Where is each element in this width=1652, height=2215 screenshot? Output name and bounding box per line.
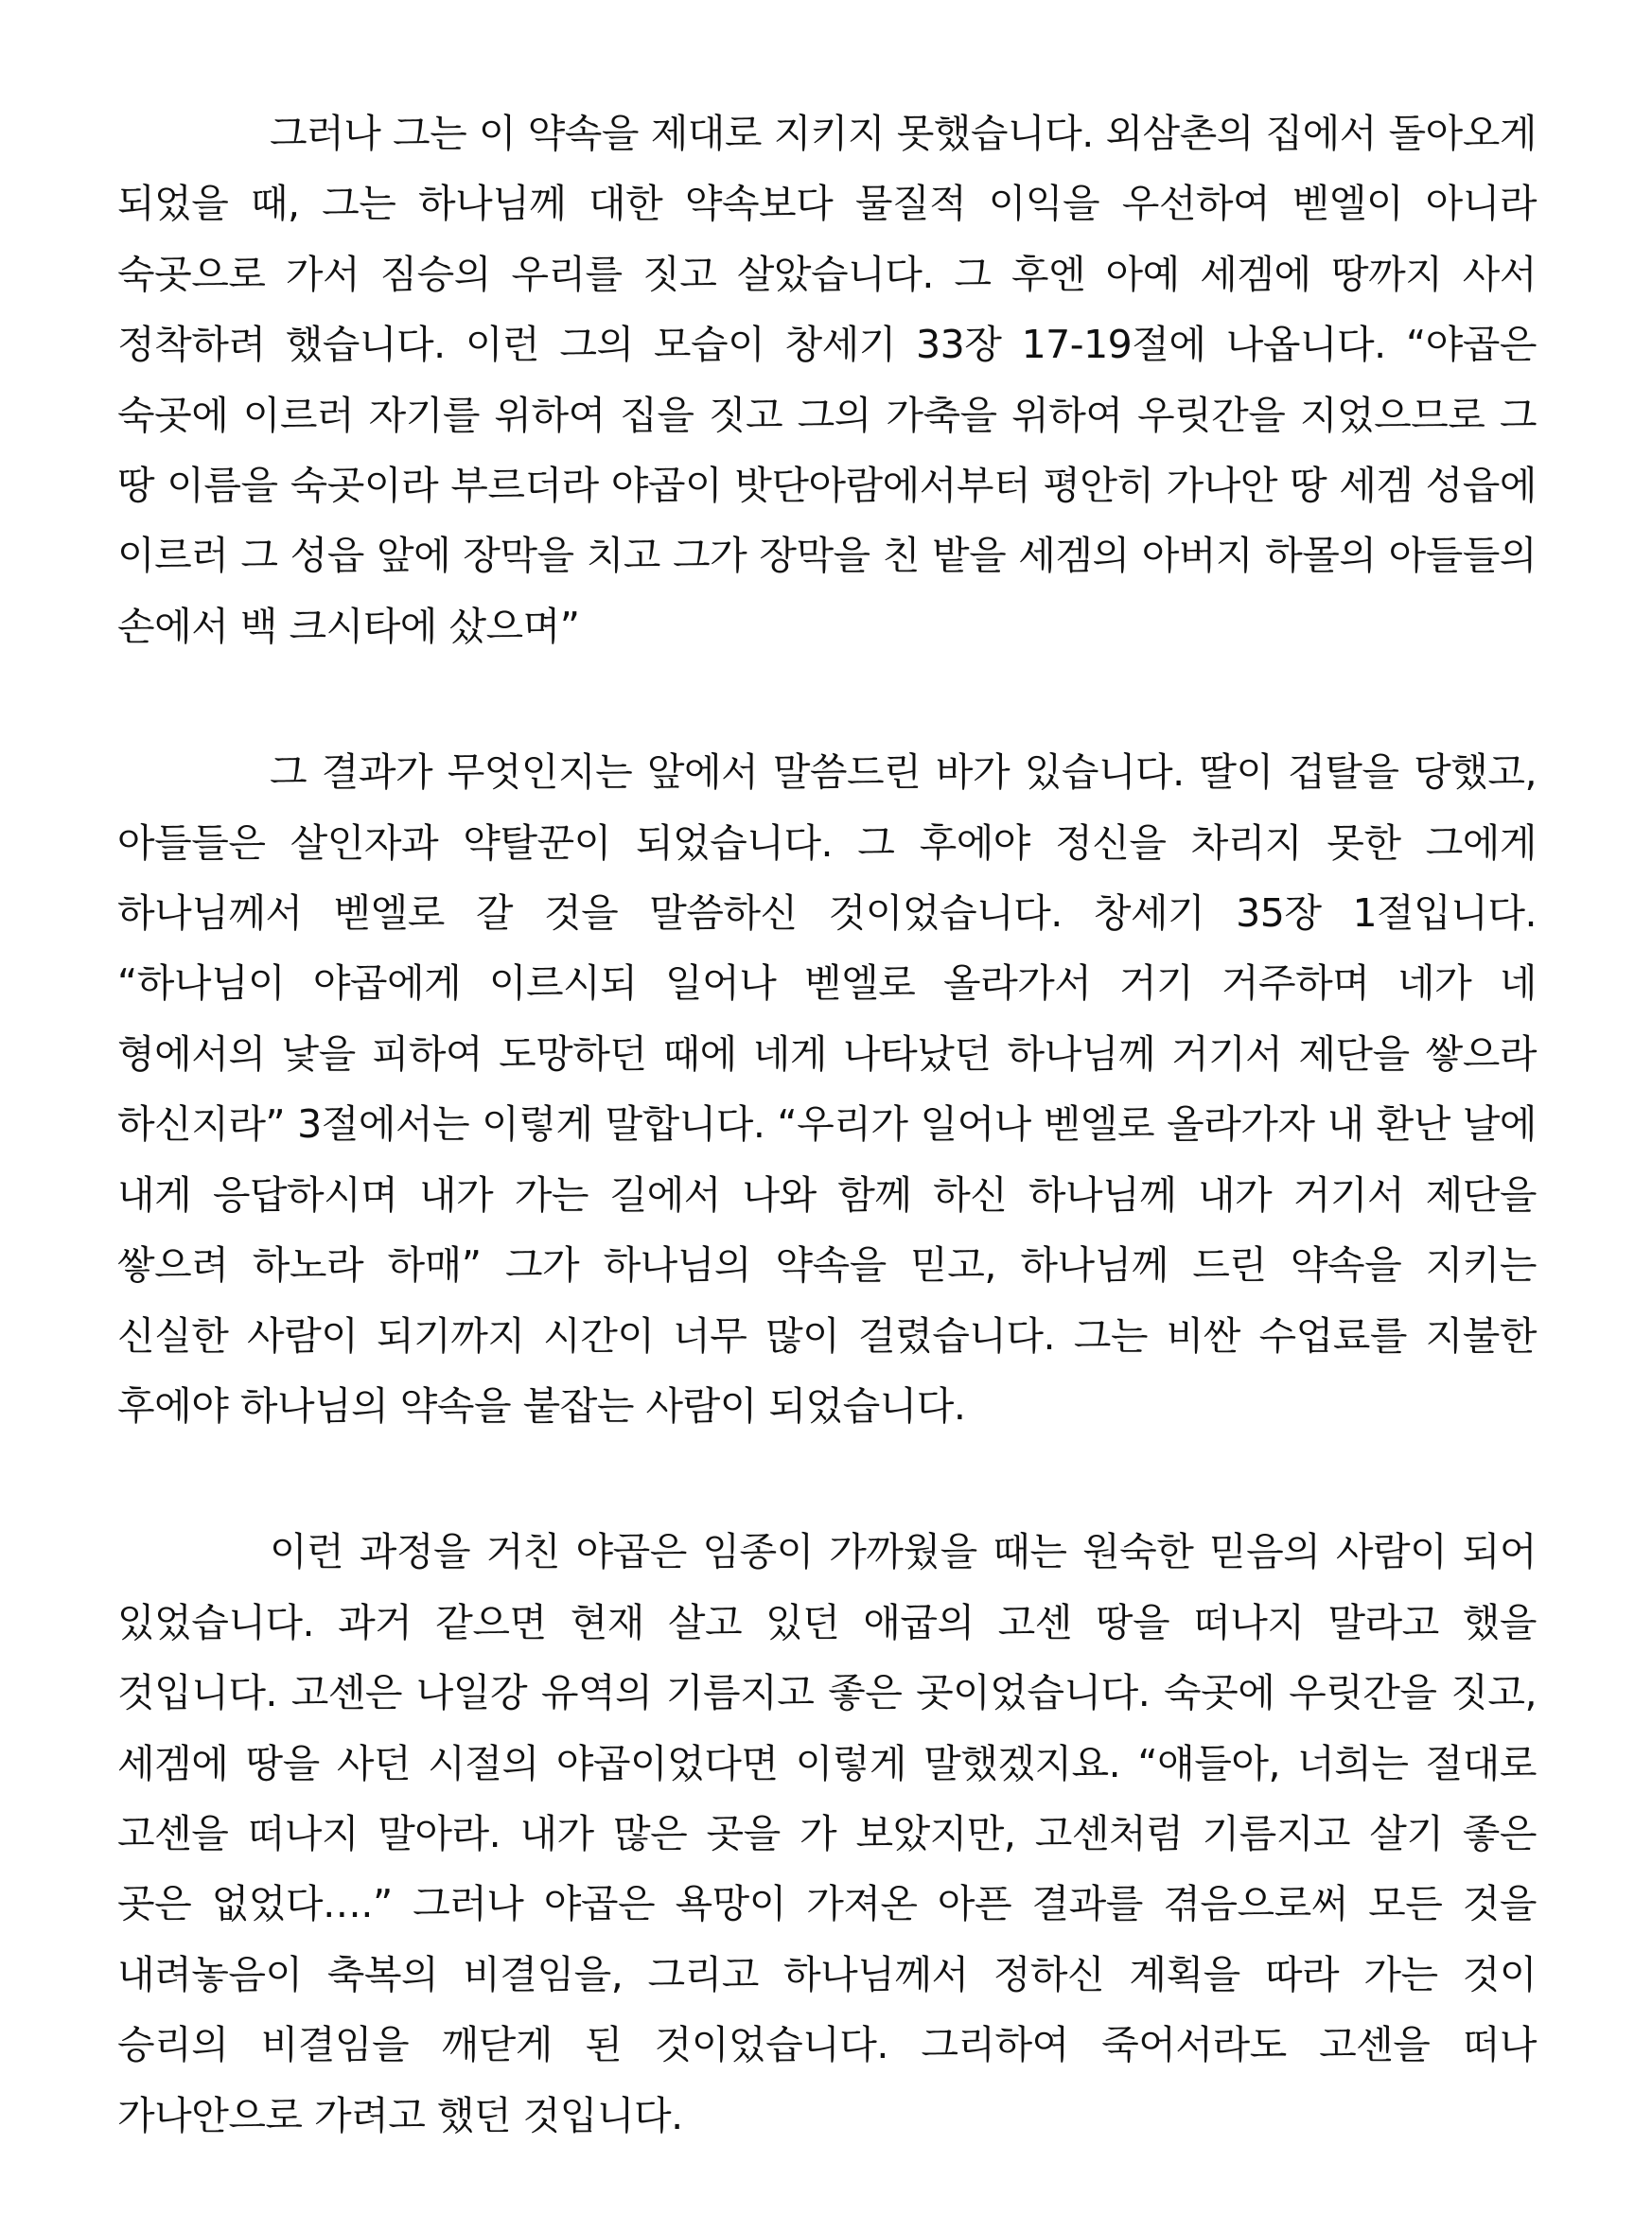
paragraph-1: 그러나 그는 이 약속을 제대로 지키지 못했습니다. 외삼촌의 집에서 돌아오게 되었을 때, 그는 하나님께 대한 약속보다 물질적 이익을 우선하여 벧엘이 아니라 숙곳으로 가서 짐승의 우리를 짓고 살았습니다. 그 후엔 아예 세겜에 땅까지 사서 정착하려 했습니다. 이런 그의 모습이 창세기 33장 17-19절에 나옵니다. “야곱은 숙곳에 이르러 자기를 위하여 집을 짓고 그의 가축을 위하여 우릿간을 지었으므로 그 땅 이름을 숙곳이라 부르더라 야곱이 밧단아람에서부터 평안히 가나안 땅 세겜 성읍에 이르러 그 성읍 앞에 장막을 치고 그가 장막을 친 밭을 세겜의 아버지 하몰의 아들들의 손에서 백 크시타에 샀으며” <box>117 111 1537 649</box>
paragraph-3: 이런 과정을 거친 야곱은 임종이 가까웠을 때는 원숙한 믿음의 사람이 되어 있었습니다. 과거 같으면 현재 살고 있던 애굽의 고센 땅을 떠나지 말라고 했을 것입니다. 고센은 나일강 유역의 기름지고 좋은 곳이었습니다. 숙곳에 우릿간을 짓고, 세겜에 땅을 사던 시절의 야곱이었다면 이렇게 말했겠지요. “얘들아, 너희는 절대로 고센을 떠나지 말아라. 내가 많은 곳을 가 보았지만, 고센처럼 기름지고 살기 좋은 곳은 없었다….” 그러나 야곱은 욕망이 가져온 아픈 결과를 겪음으로써 모든 것을 내려놓음이 축복의 비결임을, 그리고 하나님께서 정하신 계획을 따라 가는 것이 승리의 비결임을 깨닫게 된 것이었습니다. 그리하여 죽어서라도 고센을 떠나 가나안으로 가려고 했던 것입니다. <box>117 1529 1537 2138</box>
paragraph-2: 그 결과가 무엇인지는 앞에서 말씀드린 바가 있습니다. 딸이 겁탈을 당했고, 아들들은 살인자과 약탈꾼이 되었습니다. 그 후에야 정신을 차리지 못한 그에게 하나님께서 벧엘로 갈 것을 말씀하신 것이었습니다. 창세기 35장 1절입니다. “하나님이 야곱에게 이르시되 일어나 벧엘로 올라가서 거기 거주하며 네가 네 형에서의 낯을 피하여 도망하던 때에 네게 나타났던 하나님께 거기서 제단을 쌓으라 하신지라” 3절에서는 이렇게 말합니다. “우리가 일어나 벧엘로 올라가자 내 환난 날에 내게 응답하시며 내가 가는 길에서 나와 함께 하신 하나님께 내가 거기서 제단을 쌓으려 하노라 하매” 그가 하나님의 약속을 믿고, 하나님께 드린 약속을 지키는 신실한 사람이 되기까지 시간이 너무 많이 걸렸습니다. 그는 비싼 수업료를 지불한 후에야 하나님의 약속을 붙잡는 사람이 되었습니다. <box>117 749 1537 1429</box>
document-body <box>117 98 1537 2151</box>
